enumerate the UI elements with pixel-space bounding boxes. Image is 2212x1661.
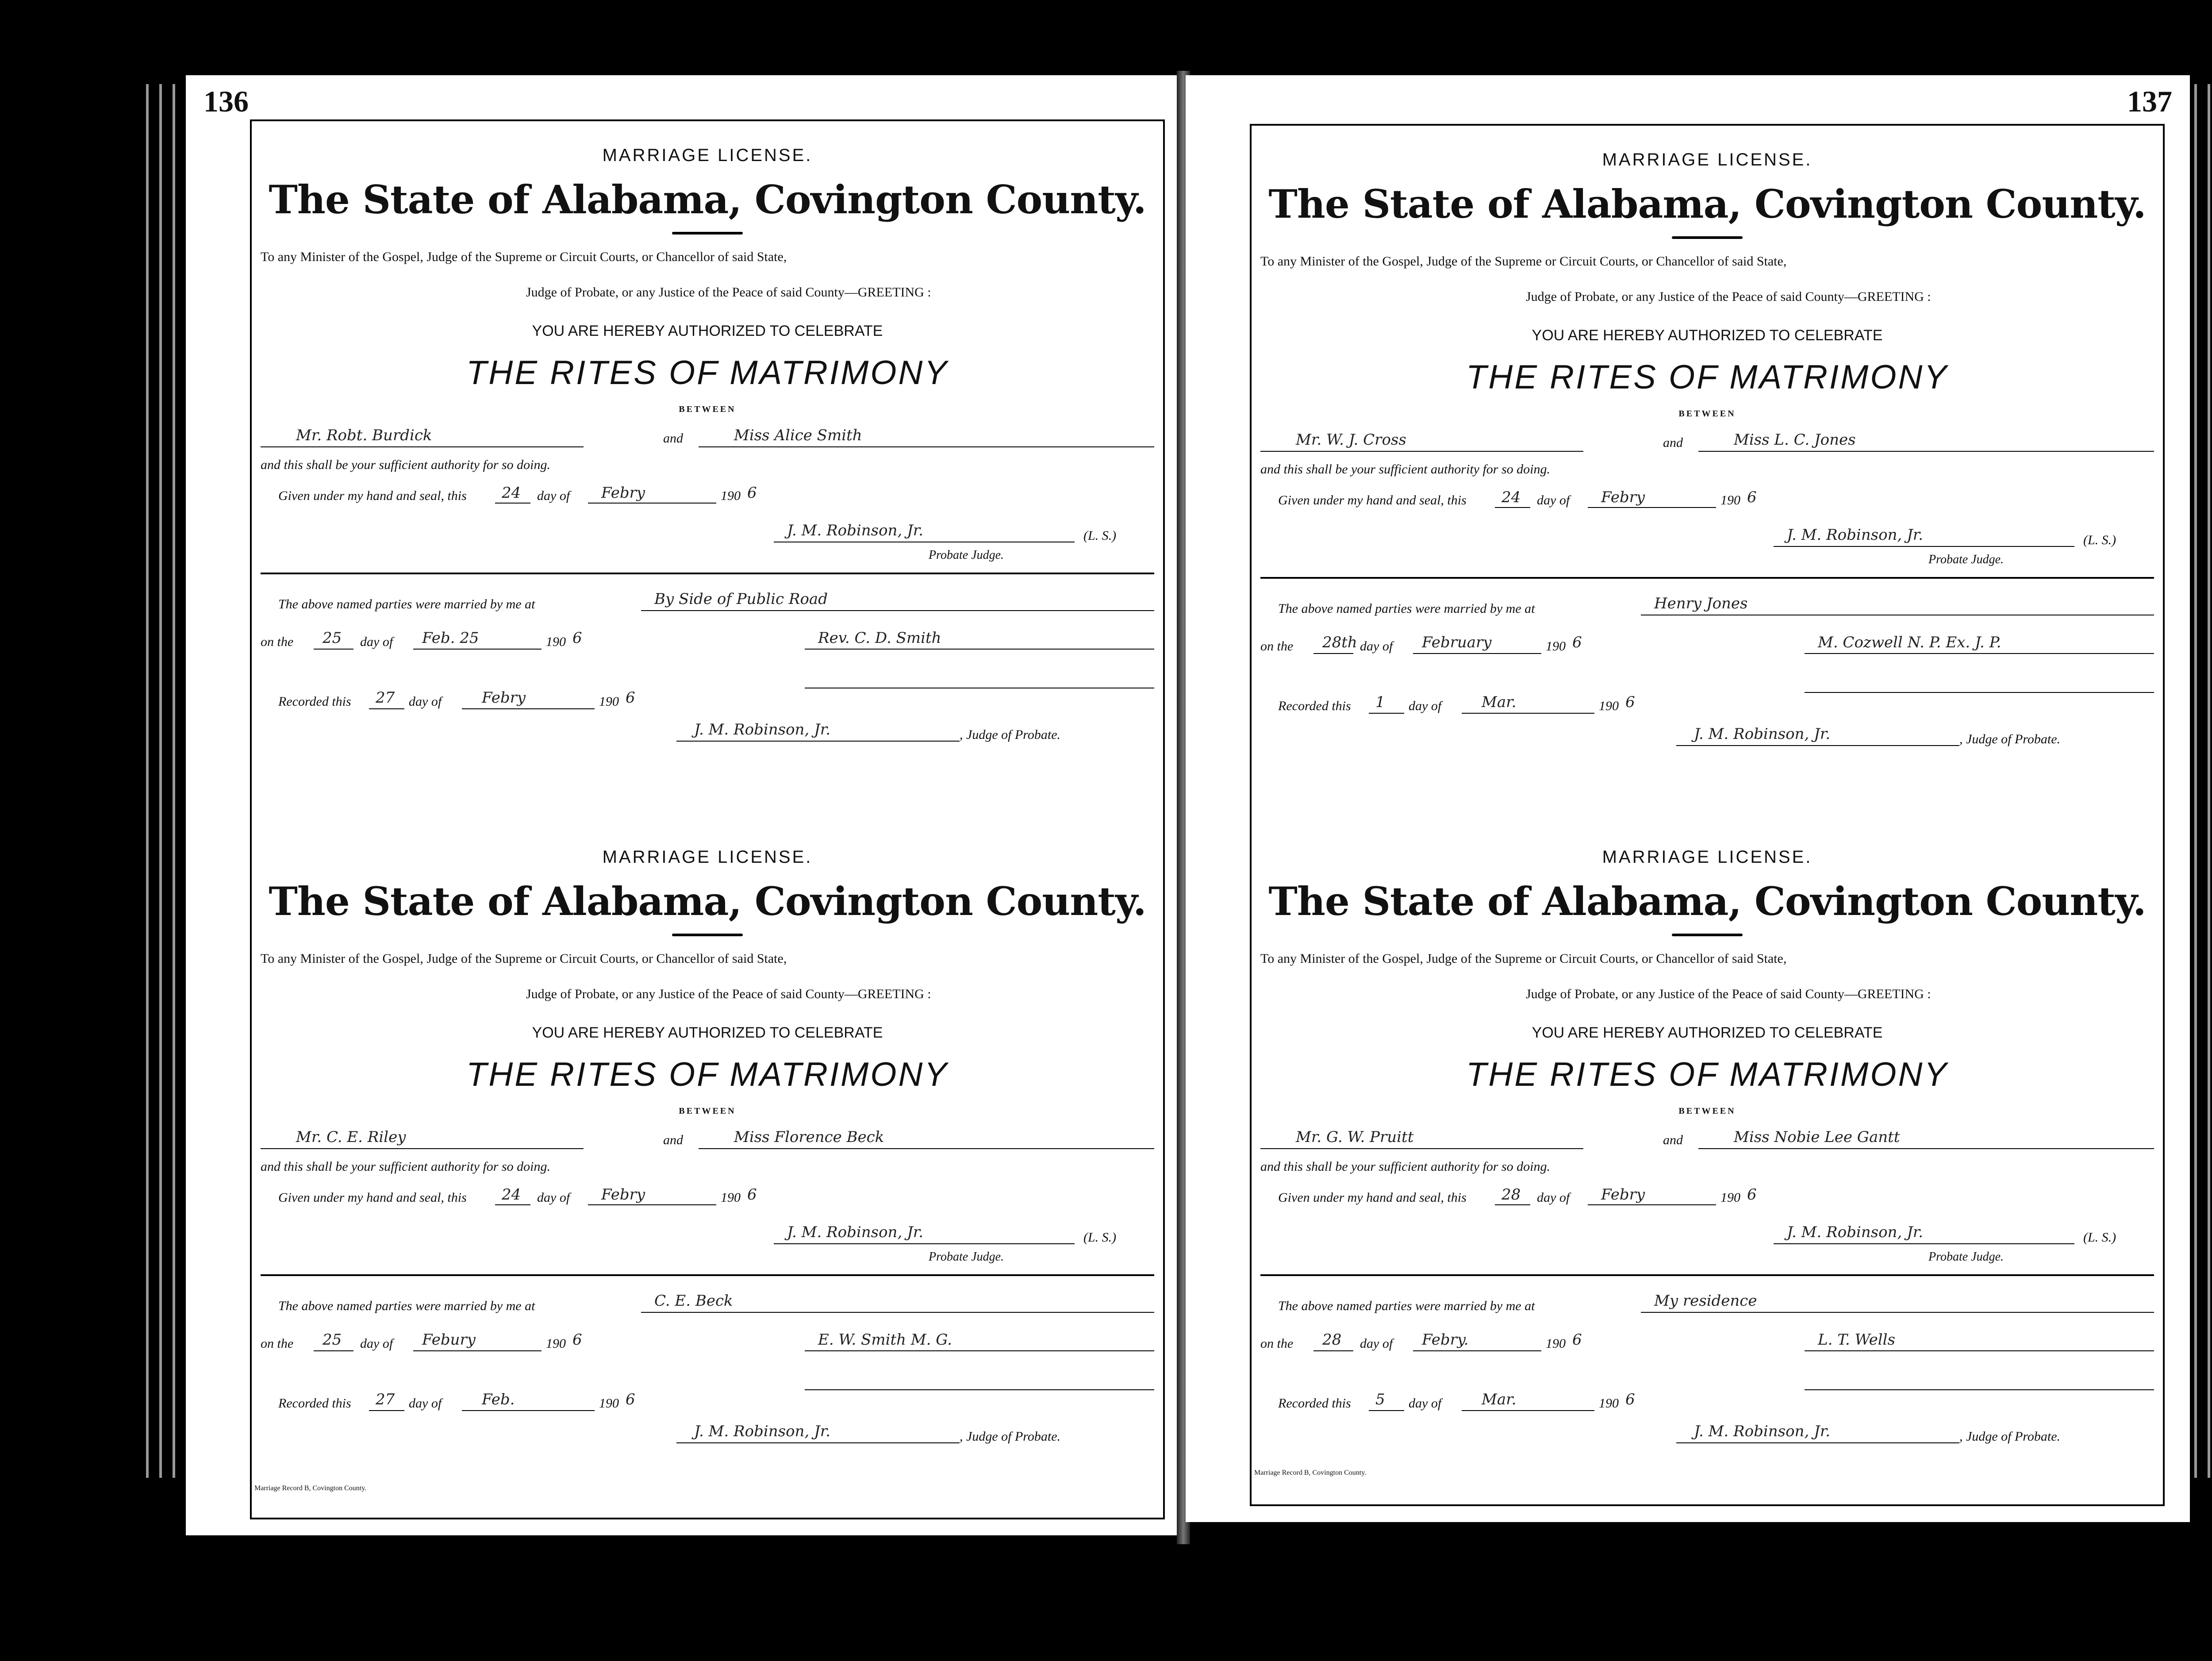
and-label: and [1663, 435, 1683, 450]
given-month-line [1588, 507, 1716, 508]
married-year: 6 [572, 1331, 582, 1349]
given-month-line [588, 503, 716, 504]
address-line-1: To any Minister of the Gospel, Judge of the Supreme or Circuit Courts, or Chancellor of said State, [1260, 951, 1787, 966]
day-of-label: day of [537, 1190, 570, 1205]
left-page [186, 75, 1181, 1535]
married-day-line [314, 649, 353, 650]
recorded-month-line [1462, 1410, 1594, 1411]
day-of-label: day of [1537, 493, 1570, 508]
officiant-line [805, 1350, 1154, 1351]
married-year: 6 [1572, 634, 1582, 651]
given-text: Given under my hand and seal, this [1278, 493, 1467, 508]
officiant-signature: L. T. Wells [1818, 1331, 1895, 1349]
officiant-signature: Rev. C. D. Smith [818, 629, 941, 647]
rites-title: THE RITES OF MATRIMONY [1466, 1056, 1949, 1093]
recorded-day-line [1369, 1410, 1404, 1411]
judge-of-probate-label: , Judge of Probate. [1959, 1429, 2061, 1444]
recorded-year: 6 [626, 689, 635, 707]
married-by-text: The above named parties were married by me at [278, 597, 535, 611]
given-day-line [495, 503, 530, 504]
recorded-month: Feb. [482, 1391, 515, 1408]
judge-signature: J. M. Robinson, Jr. [1787, 1223, 1924, 1241]
judge-of-probate-label: , Judge of Probate. [960, 1429, 1061, 1444]
given-day-line [1495, 1204, 1530, 1205]
recorder-signature: J. M. Robinson, Jr. [694, 721, 831, 738]
ls-mark: (L. S.) [1083, 1230, 1117, 1245]
address-line-2: Judge of Probate, or any Justice of the Peace of said County—GREETING : [1526, 987, 1931, 1001]
on-the-label: on the [1260, 639, 1294, 654]
given-month-line [588, 1204, 716, 1205]
married-by-text: The above named parties were married by me at [1278, 1299, 1535, 1313]
footer-note: Marriage Record B, Covington County. [254, 1484, 367, 1492]
year-prefix: 190 [599, 1396, 619, 1411]
officiant-line-2 [1805, 1389, 2154, 1390]
probate-judge-label: Probate Judge. [1928, 1250, 2004, 1264]
license-heading: MARRIAGE LICENSE. [1602, 150, 1813, 169]
recorded-year: 6 [1625, 693, 1635, 711]
recorded-month-line [462, 1410, 595, 1411]
ornament-divider [672, 934, 743, 936]
recorded-day-line [369, 708, 404, 709]
marriage-place: My residence [1654, 1292, 1757, 1310]
day-of-label: day of [360, 1336, 393, 1351]
marriage-place-line [641, 1312, 1154, 1313]
given-text: Given under my hand and seal, this [1278, 1190, 1467, 1205]
given-text: Given under my hand and seal, this [278, 488, 467, 503]
day-of-label: day of [1360, 639, 1393, 654]
footer-note: Marriage Record B, Covington County. [1254, 1469, 1367, 1476]
ls-mark: (L. S.) [1083, 528, 1117, 543]
section-divider [1260, 1274, 2154, 1276]
between-label: BETWEEN [679, 1106, 736, 1116]
authority-text: and this shall be your sufficient authority for so doing. [261, 1159, 550, 1174]
bride-line [1698, 451, 2154, 452]
recorded-label: Recorded this [278, 1396, 351, 1411]
given-month: Febry [1601, 488, 1645, 506]
state-title: The State of Alabama, Covington County. [269, 177, 1146, 223]
recorder-line [1676, 745, 1959, 746]
recorded-label: Recorded this [278, 694, 351, 709]
state-title: The State of Alabama, Covington County. [269, 878, 1146, 924]
officiant-line-2 [805, 1389, 1154, 1390]
license-record [1250, 823, 2165, 1506]
year-prefix: 190 [546, 634, 566, 649]
given-month: Febry [1601, 1186, 1645, 1203]
address-line-2: Judge of Probate, or any Justice of the Peace of said County—GREETING : [526, 987, 931, 1001]
married-year: 6 [572, 629, 582, 647]
book-edge-left [146, 84, 149, 1478]
license-heading: MARRIAGE LICENSE. [1602, 847, 1813, 867]
day-of-label: day of [1537, 1190, 1570, 1205]
marriage-place-line [641, 610, 1154, 611]
given-year: 6 [747, 1186, 757, 1203]
recorded-month-line [462, 708, 595, 709]
bride-name: Miss L. C. Jones [1734, 431, 1856, 449]
married-month: Feb. 25 [422, 629, 479, 647]
year-prefix: 190 [599, 694, 619, 709]
and-label: and [1663, 1133, 1683, 1147]
year-prefix: 190 [1546, 1336, 1566, 1351]
groom-name: Mr. C. E. Riley [296, 1128, 406, 1146]
book-edge-right [2208, 84, 2210, 1478]
year-prefix: 190 [1720, 493, 1740, 508]
authorization-text: YOU ARE HEREBY AUTHORIZED TO CELEBRATE [1532, 1024, 1883, 1041]
married-day: 28th [1322, 634, 1357, 651]
recorder-line [1676, 1442, 1959, 1443]
groom-line [261, 1148, 584, 1149]
bride-name: Miss Alice Smith [734, 427, 862, 444]
groom-name: Mr. G. W. Pruitt [1296, 1128, 1414, 1146]
recorded-month-line [1462, 713, 1594, 714]
recorded-month: Mar. [1482, 693, 1517, 711]
authorization-text: YOU ARE HEREBY AUTHORIZED TO CELEBRATE [532, 1024, 883, 1041]
on-the-label: on the [1260, 1336, 1294, 1351]
and-label: and [663, 431, 683, 446]
groom-line [1260, 451, 1583, 452]
year-prefix: 190 [1720, 1190, 1740, 1205]
officiant-signature: E. W. Smith M. G. [818, 1331, 952, 1349]
given-day: 28 [1502, 1186, 1521, 1203]
section-divider [261, 1274, 1154, 1276]
married-month-line [1413, 653, 1541, 654]
authority-text: and this shall be your sufficient authority for so doing. [1260, 462, 1550, 477]
and-label: and [663, 1133, 683, 1147]
day-of-label: day of [1360, 1336, 1393, 1351]
married-month-line [413, 649, 541, 650]
license-record [250, 119, 1165, 825]
married-day: 25 [323, 1331, 342, 1349]
address-line-2: Judge of Probate, or any Justice of the Peace of said County—GREETING : [1526, 289, 1931, 304]
given-day-line [495, 1204, 530, 1205]
marriage-place: By Side of Public Road [654, 590, 828, 608]
married-month: February [1422, 634, 1492, 651]
given-year: 6 [1747, 488, 1757, 506]
marriage-place: C. E. Beck [654, 1292, 733, 1310]
day-of-label: day of [1409, 699, 1442, 713]
state-title: The State of Alabama, Covington County. [1268, 878, 2146, 924]
rites-title: THE RITES OF MATRIMONY [466, 354, 949, 392]
ls-mark: (L. S.) [2083, 1230, 2116, 1245]
rites-title: THE RITES OF MATRIMONY [466, 1056, 949, 1093]
officiant-signature: M. Cozwell N. P. Ex. J. P. [1818, 634, 2001, 651]
recorder-signature: J. M. Robinson, Jr. [694, 1423, 831, 1440]
address-line-2: Judge of Probate, or any Justice of the Peace of said County—GREETING : [526, 285, 931, 300]
book-edge-left [173, 84, 175, 1478]
on-the-label: on the [261, 1336, 294, 1351]
officiant-line [805, 649, 1154, 650]
recorded-day: 1 [1375, 693, 1385, 711]
recorded-month: Mar. [1482, 1391, 1517, 1408]
given-month: Febry [601, 484, 645, 502]
state-title: The State of Alabama, Covington County. [1268, 181, 2146, 227]
married-day-line [1313, 653, 1353, 654]
authority-text: and this shall be your sufficient authority for so doing. [261, 458, 550, 472]
judge-signature-line [1774, 1243, 2074, 1244]
address-line-1: To any Minister of the Gospel, Judge of the Supreme or Circuit Courts, or Chancellor of said State, [261, 951, 787, 966]
judge-signature: J. M. Robinson, Jr. [787, 522, 924, 539]
section-divider [1260, 577, 2154, 579]
recorder-signature: J. M. Robinson, Jr. [1694, 1423, 1831, 1440]
authority-text: and this shall be your sufficient authority for so doing. [1260, 1159, 1550, 1174]
day-of-label: day of [537, 488, 570, 503]
bride-name: Miss Florence Beck [734, 1128, 884, 1146]
between-label: BETWEEN [1678, 1106, 1736, 1116]
recorded-day: 27 [376, 689, 395, 707]
year-prefix: 190 [1546, 639, 1566, 654]
groom-line [261, 446, 584, 447]
year-prefix: 190 [1599, 1396, 1619, 1411]
recorded-year: 6 [1625, 1391, 1635, 1408]
married-day-line [314, 1350, 353, 1351]
day-of-label: day of [409, 694, 442, 709]
ls-mark: (L. S.) [2083, 533, 2116, 547]
address-line-1: To any Minister of the Gospel, Judge of the Supreme or Circuit Courts, or Chancellor of said State, [1260, 254, 1787, 269]
judge-signature: J. M. Robinson, Jr. [787, 1223, 924, 1241]
recorded-label: Recorded this [1278, 699, 1351, 713]
bride-line [699, 446, 1154, 447]
between-label: BETWEEN [1678, 409, 1736, 419]
year-prefix: 190 [721, 1190, 741, 1205]
ornament-divider [1672, 236, 1743, 239]
between-label: BETWEEN [679, 404, 736, 414]
married-month-line [413, 1350, 541, 1351]
given-year: 6 [1747, 1186, 1757, 1203]
officiant-line-2 [1805, 692, 2154, 693]
ornament-divider [1672, 934, 1743, 936]
bride-line [1698, 1148, 2154, 1149]
book-edge-left [159, 84, 162, 1478]
recorded-label: Recorded this [1278, 1396, 1351, 1411]
address-line-1: To any Minister of the Gospel, Judge of the Supreme or Circuit Courts, or Chancellor of said State, [261, 250, 787, 264]
married-year: 6 [1572, 1331, 1582, 1349]
recorder-signature: J. M. Robinson, Jr. [1694, 725, 1831, 743]
page-number-right: 137 [2127, 85, 2172, 118]
rites-title: THE RITES OF MATRIMONY [1466, 358, 1949, 396]
judge-signature-line [774, 1243, 1075, 1244]
recorded-month: Febry [482, 689, 526, 707]
married-day: 28 [1322, 1331, 1342, 1349]
married-month-line [1413, 1350, 1541, 1351]
married-by-text: The above named parties were married by me at [278, 1299, 535, 1313]
given-month-line [1588, 1204, 1716, 1205]
bride-line [699, 1148, 1154, 1149]
groom-line [1260, 1148, 1583, 1149]
recorder-line [676, 1442, 960, 1443]
married-day: 25 [323, 629, 342, 647]
groom-name: Mr. Robt. Burdick [296, 427, 432, 444]
day-of-label: day of [360, 634, 393, 649]
year-prefix: 190 [546, 1336, 566, 1351]
authorization-text: YOU ARE HEREBY AUTHORIZED TO CELEBRATE [1532, 327, 1883, 344]
page-number-left: 136 [204, 85, 249, 118]
year-prefix: 190 [1599, 699, 1619, 713]
married-day-line [1313, 1350, 1353, 1351]
married-month: Febry. [1422, 1331, 1469, 1349]
probate-judge-label: Probate Judge. [929, 548, 1004, 562]
given-text: Given under my hand and seal, this [278, 1190, 467, 1205]
married-month: Febury [422, 1331, 476, 1349]
given-month: Febry [601, 1186, 645, 1203]
officiant-line [1805, 1350, 2154, 1351]
license-record [1250, 124, 2165, 825]
judge-signature-line [1774, 546, 2074, 547]
license-record [250, 823, 1165, 1519]
officiant-line [1805, 653, 2154, 654]
authorization-text: YOU ARE HEREBY AUTHORIZED TO CELEBRATE [532, 323, 883, 339]
marriage-place: Henry Jones [1654, 595, 1748, 612]
ornament-divider [672, 232, 743, 235]
given-day: 24 [1502, 488, 1521, 506]
groom-name: Mr. W. J. Cross [1296, 431, 1406, 449]
recorded-day: 27 [376, 1391, 395, 1408]
section-divider [261, 573, 1154, 574]
judge-signature: J. M. Robinson, Jr. [1787, 526, 1924, 544]
recorded-year: 6 [626, 1391, 635, 1408]
license-heading: MARRIAGE LICENSE. [602, 146, 813, 165]
year-prefix: 190 [721, 488, 741, 503]
given-day: 24 [502, 484, 521, 502]
judge-of-probate-label: , Judge of Probate. [960, 727, 1061, 742]
book-edge-right [2194, 84, 2197, 1478]
recorded-day-line [1369, 713, 1404, 714]
recorded-day: 5 [1375, 1391, 1385, 1408]
judge-of-probate-label: , Judge of Probate. [1959, 732, 2061, 746]
recorder-line [676, 741, 960, 742]
probate-judge-label: Probate Judge. [929, 1250, 1004, 1264]
on-the-label: on the [261, 634, 294, 649]
day-of-label: day of [409, 1396, 442, 1411]
marriage-place-line [1641, 1312, 2154, 1313]
license-heading: MARRIAGE LICENSE. [602, 847, 813, 867]
recorded-day-line [369, 1410, 404, 1411]
right-page [1186, 75, 2190, 1522]
married-by-text: The above named parties were married by me at [1278, 601, 1535, 616]
day-of-label: day of [1409, 1396, 1442, 1411]
bride-name: Miss Nobie Lee Gantt [1734, 1128, 1900, 1146]
given-day-line [1495, 507, 1530, 508]
probate-judge-label: Probate Judge. [1928, 553, 2004, 566]
given-day: 24 [502, 1186, 521, 1203]
given-year: 6 [747, 484, 757, 502]
